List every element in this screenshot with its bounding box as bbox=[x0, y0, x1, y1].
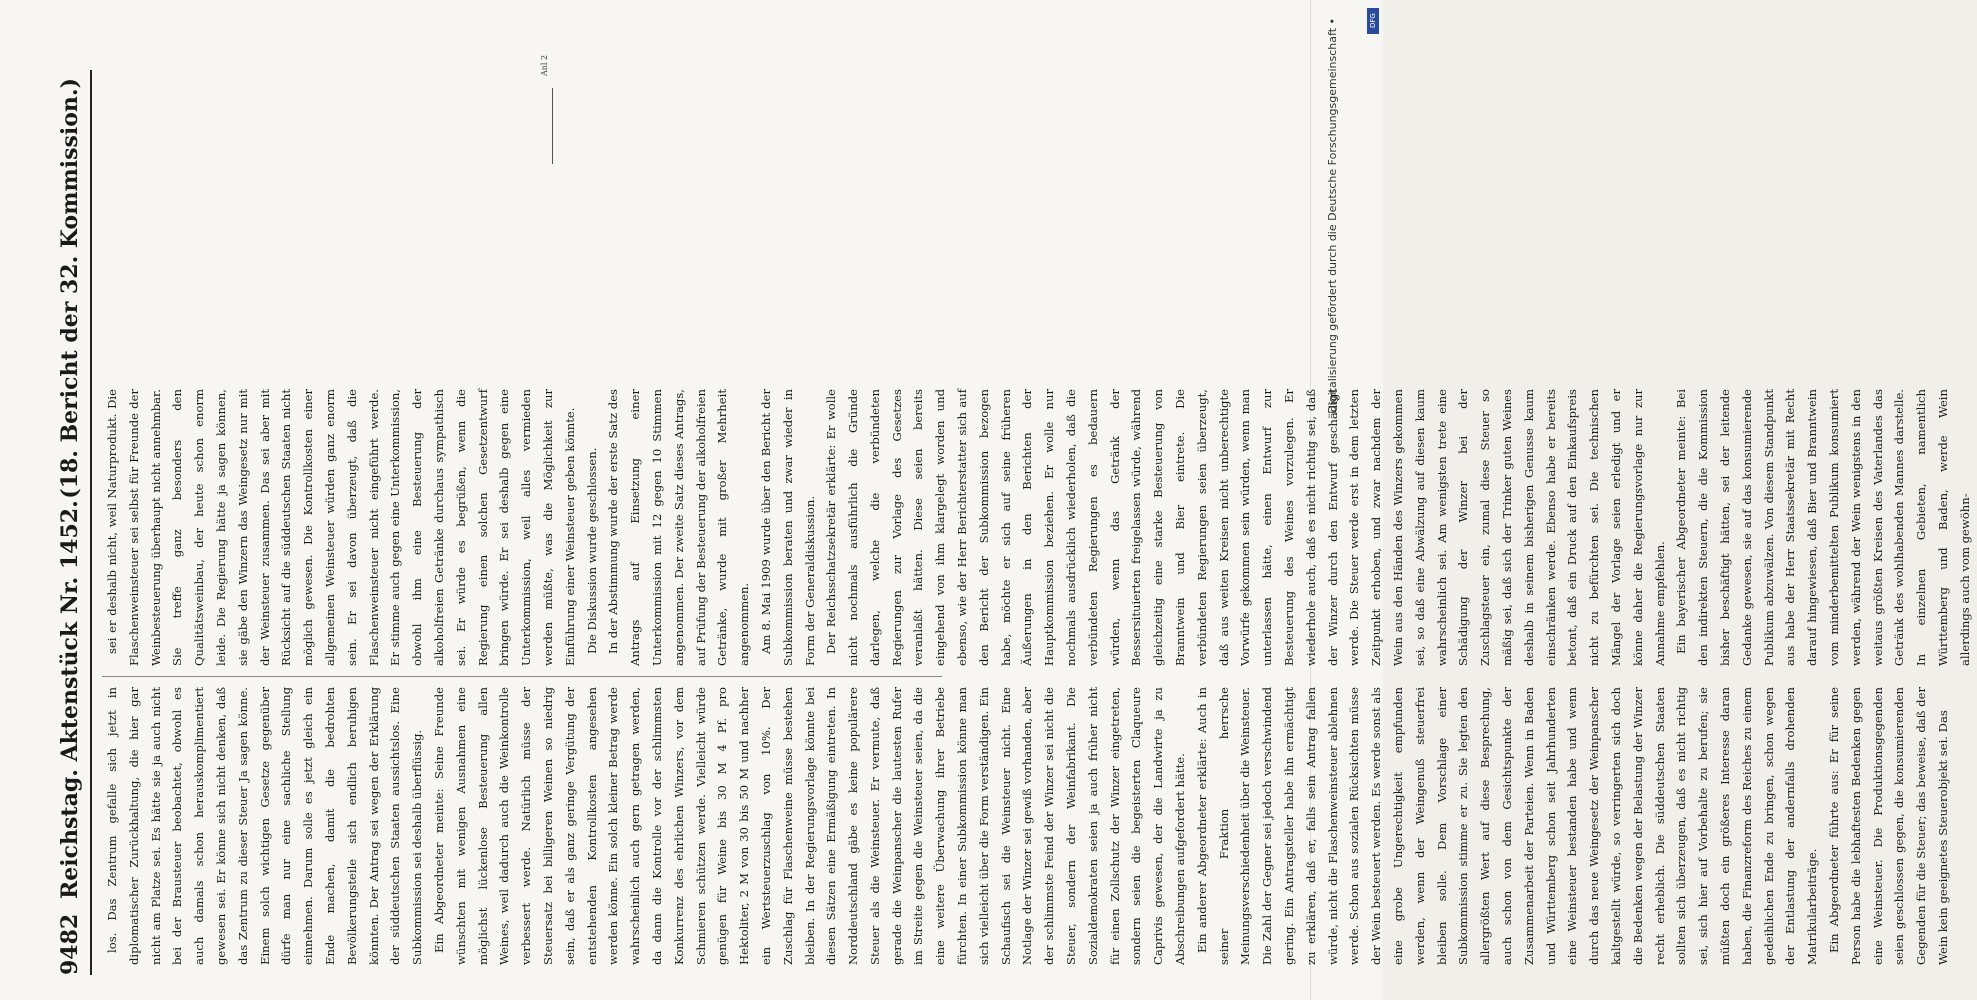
paragraph: Ein anderer Abgeordneter erklärte: Auch in seiner Fraktion herrsche Meinungsverschiedenheit über die Weinsteuer. Die Zahl der Gegner sei jedoch verschwindend gering. Ein Antragsteller habe ihn ermächtigt zu erklären, daß er, falls sein Antrag fallen würde, nicht die Flaschenweinsteuer ablehnen werde. Schon aus sozialen Rücksichten müsse der Wein besteuert werden. Es werde sonst als eine grobe Ungerechtigkeit empfunden werden, wenn der Weingenuß steuerfrei bleiben solle. Dem Vorschlage einer Subkommission stimme er zu. Sie legten den allergrößten Wert auf diese Besprechung, auch schon von dem Gesichtspunkte der Zusammenarbeit der Parteien. Wenn in Baden und Württemberg schon seit Jahrhunderten eine Weinsteuer bestanden habe und wenn durch das neue Weingesetz der Weinpanscher kaltgestellt würde, so verringerten sich doch die Bedenken wegen der Belastung der Winzer recht erheblich. Die süddeutschen Staaten sollten sich überzeugen, daß es nicht richtig sei, sich hier auf Vorbehalte zu berufen; sie müßten doch ein größeres Interesse daran haben, die Finanzreform des Reiches zu einem gedeihlichen Ende zu bringen, schon wegen der Entlastung der andernfalls drohenden Matrikularbeiträge. bbox=[1194, 687, 1820, 965]
paragraph: Die Diskussion wurde geschlossen. bbox=[584, 447, 599, 654]
margin-note: Anl 2 bbox=[540, 54, 549, 76]
text-column-left bbox=[102, 677, 1950, 975]
paragraph: sei er deshalb nicht, weil Naturprodukt. Die Flaschenweinsteuer sei selbst für Freunde der Weinbesteuerung überhaupt nicht annehmbar. Sie treffe ganz besonders den Qualitätsweinbau, der heute schon enorm leide. Die Regierung hätte ja sagen können, sie gäbe den Winzern das Weingesetz nur mit der Weinsteuer zusammen. Das sei aber mit Rücksicht auf die süddeutschen Staaten nicht möglich gewesen. Die Kontrollkosten einer allgemeinen Weinsteuer würden ganz enorm sein. Er sei davon überzeugt, daß die Flaschenweinsteuer nicht eingeführt werde. Er stimme auch gegen eine Unterkommission, obwohl ihm eine Besteuerung der alkoholfreien Getränke durchaus sympathisch sei. Er würde es begrüßen, wenn die Regierung einen solchen Gesetzentwurf bringen würde. Er sei deshalb gegen eine Unterkommission, weil alles vermieden werden müßte, was die Möglichkeit zur Einführung einer Weinsteuer geben könnte. bbox=[105, 389, 577, 666]
paragraph: In der Abstimmung wurde der erste Satz des Antrags auf Einsetzung einer Unterkommission mit 12 gegen 10 Stimmen angenommen. Der zweite Satz dieses Antrags, auf Prüfung der Besteuerung der alkoholfreien Getränke, wurde mit großer Mehrheit angenommen. bbox=[606, 389, 752, 666]
paragraph: Ein Abgeordneter führte aus: Er für seine Person habe die lebhaftesten Bedenken gegen eine Weinsteuer. Die Produktionsgegenden seien geschlossen gegen, die konsumierenden Gegenden für die Steuer; das beweise, daß der Wein kein geeignetes Steuerobjekt sei. Das bbox=[1826, 687, 1950, 965]
paragraph: Am 8. Mai 1909 wurde über den Bericht der Subkommission beraten und zwar wieder in Form der Generaldiskussion. bbox=[758, 389, 817, 666]
page-header bbox=[50, 70, 92, 975]
header-left-title: Reichstag. Aktenstück Nr. 1452. bbox=[57, 500, 83, 899]
text-column-right bbox=[102, 379, 1972, 677]
digitization-credit bbox=[1318, 18, 1346, 998]
header-right-title: (18. Bericht der 32. Kommission.) bbox=[57, 78, 83, 499]
dfg-logo: DFG bbox=[1367, 8, 1379, 34]
paragraph: los. Das Zentrum gefalle sich jetzt in diplomatischer Zurückhaltung, die hier gar nicht am Platze sei. Es hätte sie ja auch nicht bei der Brausteuer beobachtet, obwohl es auch damals schon herauskomplimentiert gewesen sei. Er könne sich nicht denken, daß das Zentrum zu dieser Steuer Ja sagen könne. Einem solch wichtigen Gesetze gegenüber dürfe man nur eine sachliche Stellung einnehmen. Darum solle es jetzt gleich ein Ende machen, damit die bedrohten Bevölkerungsteile sich endlich beruhigen könnten. Der Antrag sei wegen der Erklärung der süddeutschen Staaten aussichtslos. Eine Subkommission sei deshalb überflüssig. bbox=[105, 687, 425, 965]
rotated-document bbox=[50, 70, 1972, 975]
margin-rule bbox=[552, 88, 553, 164]
paragraph: Der Reichsschatzsekretär erklärte: Er wolle nicht nochmals ausführlich die Gründe darlegen, welche die verbündeten Regierungen zur Vorlage des Gesetzes veranlaßt hätten. Diese seien bereits eingehend von ihm klargelegt worden und ebenso, wie der Herr Berichterstatter sich auf den Bericht der Subkommission bezogen habe, möchte er sich auf seine früheren Äußerungen in den Berichten der Hauptkommission beziehen. Er wolle nur nochmals ausdrücklich wiederholen, daß die verbündeten Regierungen es bedauern würden, wenn das Getränk der Bessersituierten freigelassen würde, während gleichzeitig eine starke Besteuerung von Branntwein und Bier eintrete. Die verbündeten Regierungen seien überzeugt, daß aus weiten Kreisen nicht unberechtigte Vorwürfe gekommen sein würden, wenn man unterlassen hätte, einen Entwurf zur Besteuerung des Weines vorzulegen. Er wiederhole auch, daß es nicht richtig sei, daß der Winzer durch den Entwurf geschädigt werde. Die Steuer werde erst in dem letzten Zeitpunkt erhoben, und zwar nachdem der Wein aus den Händen des Winzers gekommen sei, so daß eine Abwälzung auf diesen kaum wahrscheinlich sei. Am wenigsten trete eine Schädigung der Winzer bei der Zuschlagsteuer ein, zumal diese Steuer so mäßig sei, daß sich der Trinker guten Weines deshalb in seinem bisherigen Genusse kaum einschränken werde. Ebenso habe er bereits betont, daß ein Druck auf den Einkaufspreis nicht zu befürchten sei. Die technischen Mängel der Vorlage seien erledigt und er könne daher die Regierungsvorlage nur zur Annahme empfehlen. bbox=[824, 389, 1667, 666]
paragraph: Ein bayerischer Abgeordneter meinte: Bei den indirekten Steuern, die die Kommission bisher beschäftigt hätten, sei der leitende Gedanke gewesen, sie auf das konsumierende Publikum abzuwälzen. Von diesem Standpunkt aus habe der Herr Staatssekretär mit Recht darauf hingewiesen, daß Bier und Branntwein vom minderbemittelten Publikum konsumiert werden, während der Wein wenigstens in den weitaus größten Kreisen des Vaterlandes das Getränk des wohlhabenden Mannes darstelle. In einzelnen Gebieten, namentlich Württemberg und Baden, werde Wein allerdings auch vom gewöhn- bbox=[1674, 389, 1972, 666]
page-number: 9482 bbox=[57, 913, 83, 975]
paragraph: Ein Abgeordneter meinte: Seine Freunde wünschten mit wenigen Ausnahmen eine möglichst lückenlose Besteuerung allen Weines, weil dadurch auch die Weinkontrolle verbessert werde. Natürlich müsse der Steuersatz bei billigeren Weinen so niedrig sein, daß er als ganz geringe Vergütung der entstehenden Kontrollkosten angesehen werden könne. Ein solch kleiner Betrag werde wahrscheinlich auch gern getragen werden, da dann die Kontrolle vor der schlimmsten Konkurrenz des ehrlichen Winzers, vor dem Schmieren schützen werde. Vielleicht würde genügen für Weine bis 30 M 4 Pf. pro Hektoliter, 2 M von 30 bis 50 M und nachher ein Wertsteuerzuschlag von 10%. Der Zuschlag für Flaschenweine müsse bestehen bleiben. In der Regierungsvorlage könnte bei diesen Sätzen eine Ermäßigung eintreten. In Norddeutschland gäbe es keine populärere Steuer als die Weinsteuer. Er vermute, daß gerade die Weinpanscher die lautesten Rufer im Streite gegen die Weinsteuer seien, da die eine weitere Überwachung ihrer Betriebe fürchten. In einer Subkommission könne man sich vielleicht über die Form verständigen. Ein Schaufisch sei die Weinsteuer nicht. Eine Notlage der Winzer sei gewiß vorhanden, aber der schlimmste Feind der Winzer sei nicht die Steuer, sondern der Weinfabrikant. Die Sozialdemokraten seien ja auch früher nicht für einen Zollschutz der Winzer eingetreten, sondern seien die begeisterten Claqueure Caprivis gewesen, der die Landwirte ja zu Abschreibungen aufgefordert hätte. bbox=[431, 687, 1188, 965]
credit-text: Digitalisierung gefördert durch die Deutsche Forschungsgemeinschaft • bbox=[1325, 18, 1339, 414]
